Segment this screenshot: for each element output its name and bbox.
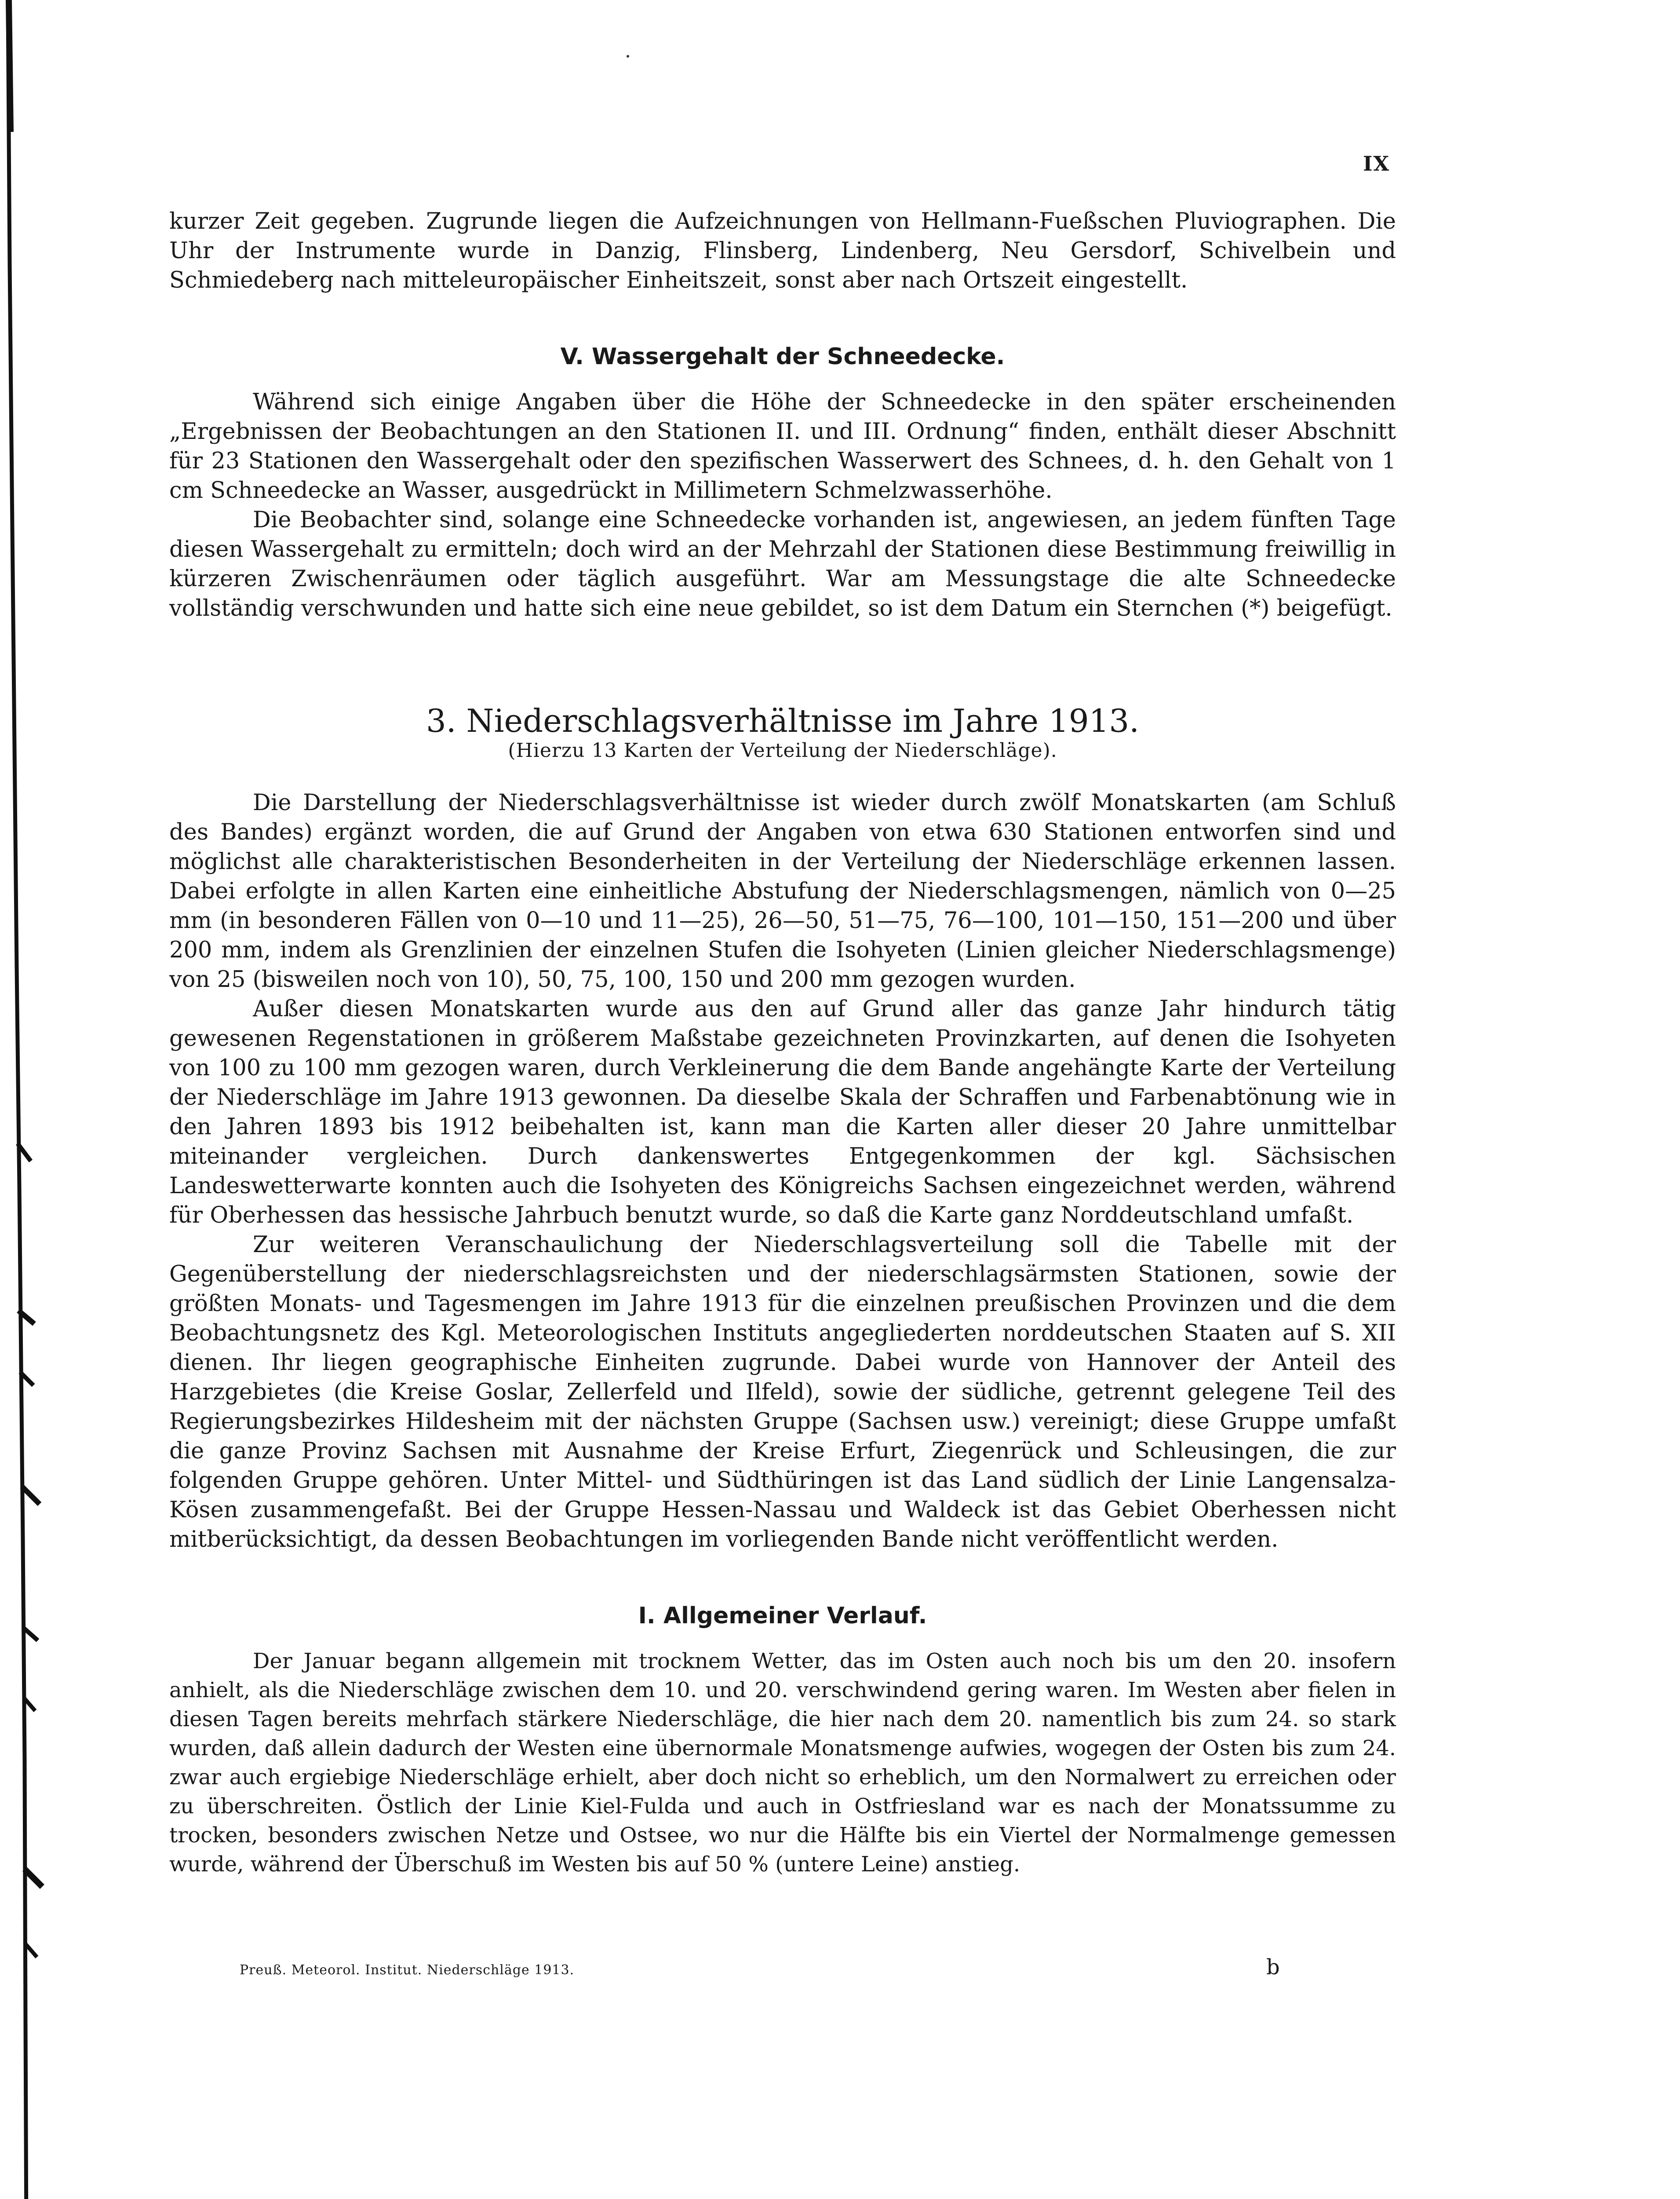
page-number: IX bbox=[1363, 152, 1390, 175]
chapter-title: 3. Niederschlagsverhältnisse im Jahre 1913. bbox=[426, 702, 1140, 739]
chapter-subtitle: (Hierzu 13 Karten der Verteilung der Niederschläge). bbox=[508, 739, 1057, 762]
section-v-paragraph-2: Die Beobachter sind, solange eine Schneedecke vorhanden ist, angewiesen, an jedem fünften Tage diesen Wassergehalt zu ermitteln; doch wird an der Mehrzahl der Stationen diese Bestimmung freiwillig in kürzeren Zwischenräumen oder täglich ausgeführt. War am Messungstage die alte Schneedecke vollständig verschwunden und hatte sich eine neue gebildet, so ist dem Datum ein Sternchen (*) beigefügt. bbox=[169, 507, 1396, 621]
binding-edge-marks bbox=[0, 0, 53, 2199]
chapter-paragraph-1: Die Darstellung der Niederschlagsverhältnisse ist wieder durch zwölf Monatskarten (am Schluß des Bandes) ergänzt worden, die auf Grund der Angaben von etwa 630 Stationen entworfen sind und möglichst alle charakteristischen Besonderheiten in der Verteilung der Niederschläge erkennen lassen. Dabei erfolgte in allen Karten eine einheitliche Abstufung der Niederschlagsmengen, nämlich von 0—25 mm (in besonderen Fällen von 0—10 und 11—25), 26—50, 51—75, 76—100, 101—150, 151—200 und über 200 mm, indem als Grenzlinien der einzelnen Stufen die Isohyeten (Linien gleicher Niederschlagsmenge) von 25 (bisweilen noch von 10), 50, 75, 100, 150 und 200 mm gezogen wurden. bbox=[169, 790, 1396, 993]
chapter-paragraph-3: Zur weiteren Veranschaulichung der Niederschlagsverteilung soll die Tabelle mit der Gegenüberstellung der niederschlagsreichsten und der niederschlagsärmsten Stationen, sowie der größten Monats- und Tagesmengen im Jahre 1913 für die einzelnen preußischen Provinzen und die dem Beobachtungsnetz des Kgl. Meteorologischen Instituts angegliederten norddeutschen Staaten auf S. XII dienen. Ihr liegen geographische Einheiten zugrunde. Dabei wurde von Hannover der Anteil des Harzgebietes (die Kreise Goslar, Zellerfeld und Ilfeld), sowie der südliche, getrennt gelegene Teil des Regierungsbezirkes Hildesheim mit der nächsten Gruppe (Sachsen usw.) vereinigt; diese Gruppe umfaßt die ganze Provinz Sachsen mit Ausnahme der Kreise Erfurt, Ziegenrück und Schleusingen, die zur folgenden Gruppe gehören. Unter Mittel- und Südthüringen ist das Land südlich der Linie Langensalza-Kösen zusammengefaßt. Bei der Gruppe Hessen-Nassau und Waldeck ist das Gebiet Oberhessen nicht mitberücksichtigt, da dessen Beobachtungen im vorliegenden Bande nicht veröffentlicht werden. bbox=[169, 1232, 1396, 1552]
scan-speck bbox=[627, 55, 629, 58]
footer-imprint: Preuß. Meteorol. Institut. Niederschläge 1913. bbox=[240, 1962, 575, 1978]
page-content bbox=[169, 207, 1396, 1879]
section-i-heading: I. Allgemeiner Verlauf. bbox=[638, 1603, 927, 1629]
chapter-paragraph-2: Außer diesen Monatskarten wurde aus den auf Grund aller das ganze Jahr hindurch tätig gewesenen Regenstationen in größerem Maßstabe gezeichneten Provinzkarten, auf denen die Isohyeten von 100 zu 100 mm gezogen waren, durch Verkleinerung die dem Bande angehängte Karte der Verteilung der Niederschläge im Jahre 1913 gewonnen. Da dieselbe Skala der Schraffen und Farbenabtönung wie in den Jahren 1893 bis 1912 beibehalten ist, kann man die Karten aller dieser 20 Jahre unmittelbar miteinander vergleichen. Durch dankenswertes Entgegenkommen der kgl. Sächsischen Landeswetterwarte konnten auch die Isohyeten des Königreichs Sachsen eingezeichnet werden, während für Oberhessen das hessische Jahrbuch benutzt wurde, so daß die Karte ganz Norddeutschland umfaßt. bbox=[169, 996, 1396, 1228]
section-v-heading: V. Wassergehalt der Schneedecke. bbox=[560, 343, 1005, 370]
footer-signature-mark: b bbox=[1266, 1955, 1280, 1980]
intro-paragraph: kurzer Zeit gegeben. Zugrunde liegen die Aufzeichnungen von Hellmann-Fueßschen Pluviographen. Die Uhr der Instrumente wurde in Danzig, Flinsberg, Lindenberg, Neu Gersdorf, Schivelbein und Schmiedeberg nach mitteleuropäischer Einheitszeit, sonst aber nach Ortszeit eingestellt. bbox=[169, 208, 1396, 293]
section-i-paragraph: Der Januar begann allgemein mit trocknem Wetter, das im Osten auch noch bis um den 20. insofern anhielt, als die Niederschläge zwischen dem 10. und 20. verschwindend gering waren. Im Westen aber fielen in diesen Tagen bereits mehrfach stärkere Niederschläge, die hier nach dem 20. namentlich bis zum 24. so stark wurden, daß allein dadurch der Westen eine übernormale Monatsmenge aufwies, wogegen der Osten bis zum 24. zwar auch ergiebige Niederschläge erhielt, aber doch nicht so erheblich, um den Normalwert zu erreichen oder zu überschreiten. Östlich der Linie Kiel-Fulda und auch in Ostfriesland war es nach der Monatssumme zu trocken, besonders zwischen Netze und Ostsee, wo nur die Hälfte bis ein Viertel der Normalmenge gemessen wurde, während der Überschuß im Westen bis auf 50 % (untere Leine) anstieg. bbox=[169, 1649, 1396, 1877]
section-v-paragraph-1: Während sich einige Angaben über die Höhe der Schneedecke in den später erscheinenden „Ergebnissen der Beobachtungen an den Stationen II. und III. Ordnung“ finden, enthält dieser Abschnitt für 23 Stationen den Wassergehalt oder den spezifischen Wasserwert des Schnees, d. h. den Gehalt von 1 cm Schneedecke an Wasser, ausgedrückt in Millimetern Schmelzwasserhöhe. bbox=[169, 389, 1396, 504]
